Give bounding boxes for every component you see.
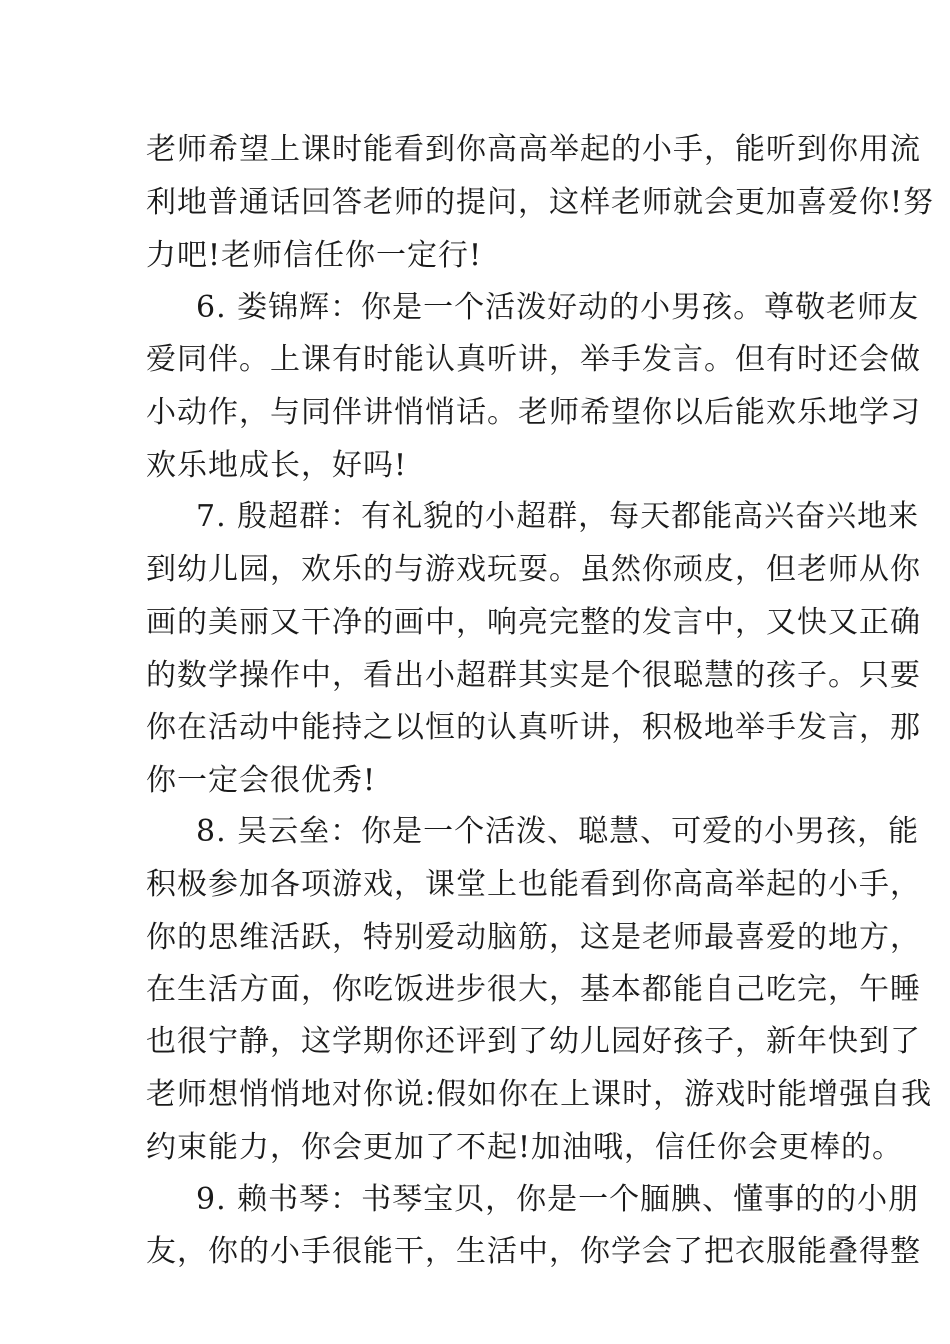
text-line: 你一定会很优秀! [146, 763, 377, 798]
paragraph-start-9: 9. 赖书琴：书琴宝贝，你是一个腼腆、懂事的的小朋 [196, 1182, 920, 1217]
text-line: 利地普通话回答老师的提问，这样老师就会更加喜爱你!努 [146, 185, 935, 220]
text-line: 约束能力，你会更加了不起!加油哦，信任你会更棒的。 [146, 1130, 904, 1165]
text-line: 友，你的小手很能干，生活中，你学会了把衣服能叠得整 [146, 1234, 921, 1269]
text-line: 小动作，与同伴讲悄悄话。老师希望你以后能欢乐地学习 [146, 395, 921, 430]
text-line: 你的思维活跃，特别爱动脑筋，这是老师最喜爱的地方， [146, 920, 921, 955]
text-line: 的数学操作中，看出小超群其实是个很聪慧的孩子。只要 [146, 658, 921, 693]
text-line: 老师想悄悄地对你说:假如你在上课时，游戏时能增强自我 [146, 1077, 933, 1112]
text-line: 也很宁静，这学期你还评到了幼儿园好孩子，新年快到了 [146, 1024, 921, 1059]
paragraph-start-8: 8. 吴云垒：你是一个活泼、聪慧、可爱的小男孩，能 [196, 814, 920, 849]
text-line: 爱同伴。上课有时能认真听讲，举手发言。但有时还会做 [146, 342, 921, 377]
text-line: 积极参加各项游戏，课堂上也能看到你高高举起的小手， [146, 867, 921, 902]
paragraph-start-7: 7. 殷超群：有礼貌的小超群，每天都能高兴奋兴地来 [196, 499, 920, 534]
text-line: 画的美丽又干净的画中，响亮完整的发言中，又快又正确 [146, 605, 921, 640]
text-line: 到幼儿园，欢乐的与游戏玩耍。虽然你顽皮，但老师从你 [146, 552, 921, 587]
text-line: 在生活方面，你吃饭进步很大，基本都能自己吃完，午睡 [146, 972, 921, 1007]
paragraph-start-6: 6. 娄锦辉：你是一个活泼好动的小男孩。尊敬老师友 [196, 290, 920, 325]
text-line: 老师希望上课时能看到你高高举起的小手，能听到你用流 [146, 132, 921, 167]
text-line: 力吧!老师信任你一定行! [146, 238, 483, 273]
text-line: 你在活动中能持之以恒的认真听讲，积极地举手发言，那 [146, 710, 921, 745]
text-line: 欢乐地成长，好吗! [146, 448, 408, 483]
